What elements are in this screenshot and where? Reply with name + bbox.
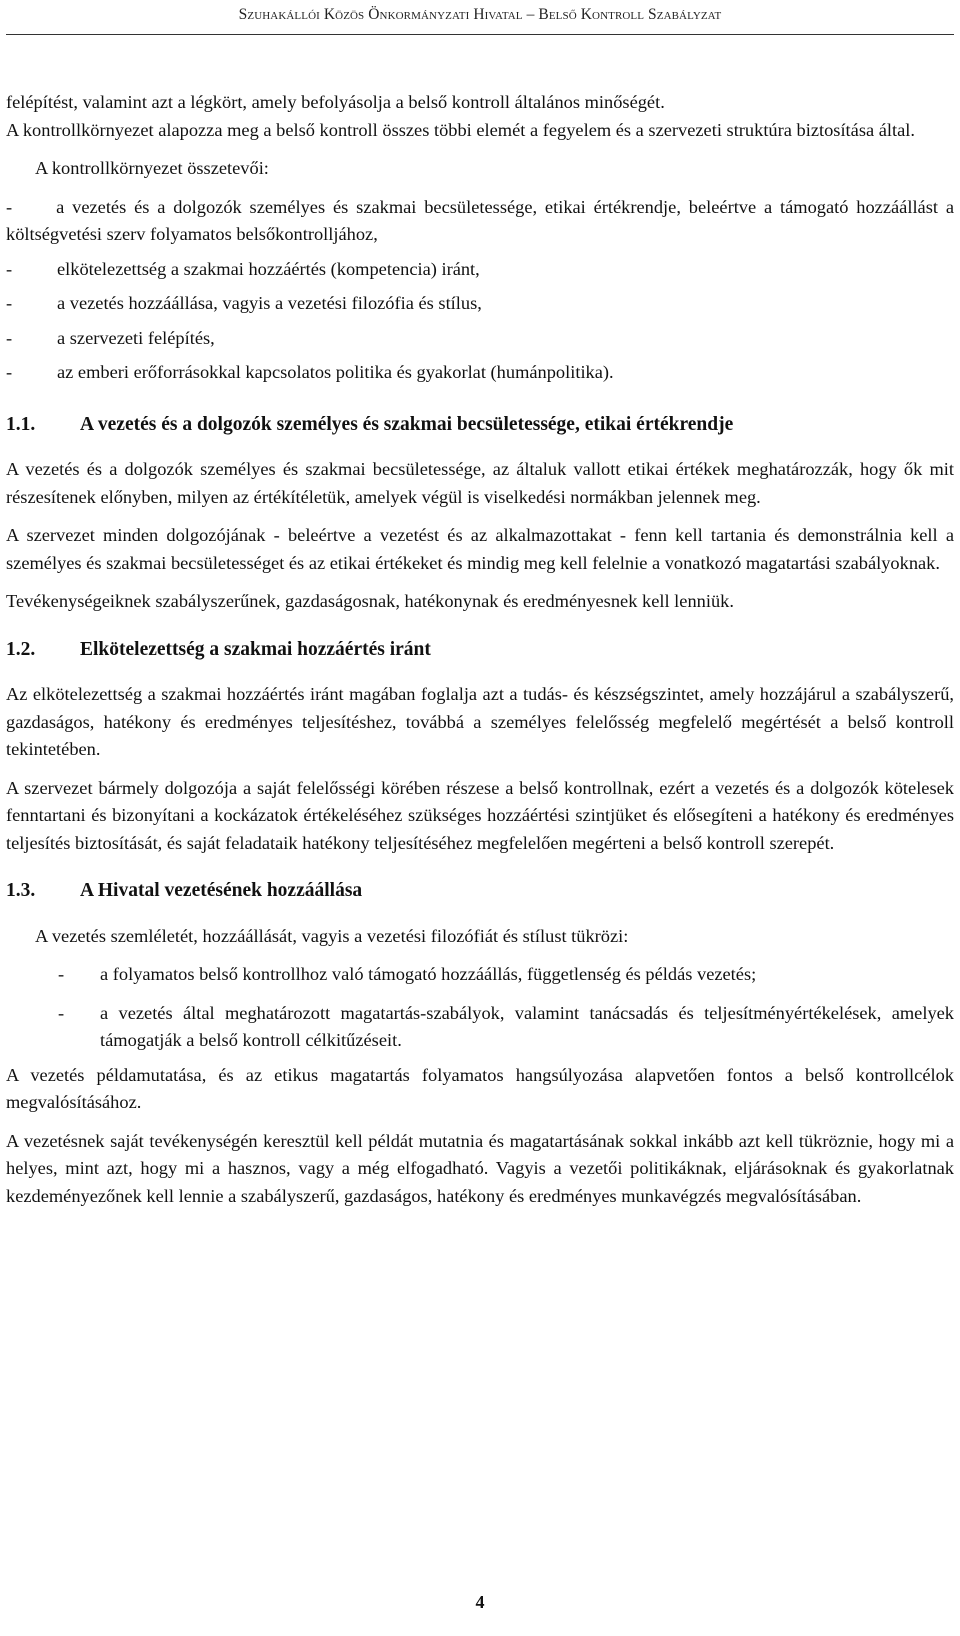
list-item-text: elkötelezettség a szakmai hozzáértés (kompetencia) iránt, xyxy=(57,258,480,279)
list-item-text: a vezetés és a dolgozók személyes és szakmai becsületessége, etikai értékrendje, beleértve a támogató hozzáállást a költségvetési szerv folyamatos belsőkontrolljához, xyxy=(6,196,954,244)
intro-lead: A kontrollkörnyezet összetevői: xyxy=(35,158,269,178)
list-item-text: a vezetés által meghatározott magatartás-szabályok, valamint tanácsadás és teljesítményértékelések, amelyek támogatják a belső kontroll célkitűzéseit. xyxy=(100,1002,954,1050)
component-list xyxy=(6,194,954,387)
list-item-text: a szervezeti felépítés, xyxy=(57,327,215,348)
list-item xyxy=(6,1000,954,1055)
section-1-1-paragraph-1: A vezetés és a dolgozók személyes és szakmai becsületessége, az általuk vallott etikai értékek meghatározzák, hogy ők mit részesítenek előnyben, milyen az értékítéletük, amelyek végül is viselkedési normákban jelennek meg. xyxy=(6,459,954,507)
list-item xyxy=(6,961,954,989)
section-title: A Hivatal vezetésének hozzáállása xyxy=(80,880,363,901)
running-header: Szuhakállói Közös Önkormányzati Hivatal – Belső Kontroll Szabályzat xyxy=(238,6,722,23)
list-item xyxy=(6,325,954,353)
section-1-2-paragraph-2: A szervezet bármely dolgozója a saját felelősségi körében részese a belső kontrollnak, ezért a vezetés és a dolgozók kötelesek fenntartani és bizonyítani a kockázatok értékeléséhez szükséges hozzáértési szintjüket és elősegíteni a hatékony és eredményes teljesítés biztosítását, és saját feladataik hatékony teljesítéséhez megfelelően megérteni a belső kontroll szerepét. xyxy=(6,777,954,853)
intro-paragraph-1: felépítést, valamint azt a légkört, amely befolyásolja a belső kontroll általános minőségét. xyxy=(6,92,665,112)
section-number: 1.1. xyxy=(6,413,36,435)
list-item-text: a vezetés hozzáállása, vagyis a vezetési filozófia és stílus, xyxy=(57,293,482,313)
section-title: Elkötelezettség a szakmai hozzáértés iránt xyxy=(80,638,431,660)
section-1-3-lead: A vezetés szemléletét, hozzáállását, vagyis a vezetési filozófiát és stílust tükrözi: xyxy=(35,925,629,946)
section-1-1-paragraph-3: Tevékenységeiknek szabályszerűnek, gazdaságosnak, hatékonynak és eredményesnek kell lenniük. xyxy=(6,591,734,611)
list-item xyxy=(6,256,954,284)
intro-paragraph-2: A kontrollkörnyezet alapozza meg a belső kontroll összes többi elemét a fegyelem és a szervezeti struktúra biztosítása által. xyxy=(6,119,915,140)
list-dash: - xyxy=(6,327,13,348)
list-dash: - xyxy=(58,1002,65,1023)
attitude-list xyxy=(6,961,954,1055)
section-1-1-paragraph-2: A szervezet minden dolgozójának - beleértve a vezetést és az alkalmazottakat - fenn kell tartania és demonstrálnia kell a személyes és szakmai becsületességet és az etikai értékeket és mindig meg kell felelnie a vonatkozó magatartási szabályoknak. xyxy=(6,525,954,573)
list-item xyxy=(6,359,954,387)
list-item xyxy=(6,290,954,318)
list-dash: - xyxy=(6,293,13,313)
list-dash: - xyxy=(6,258,13,279)
section-number: 1.2. xyxy=(6,638,36,660)
header-divider xyxy=(6,34,954,35)
section-heading-1-1 xyxy=(6,411,954,439)
list-item-text: az emberi erőforrásokkal kapcsolatos politika és gyakorlat (humánpolitika). xyxy=(57,362,614,382)
section-number: 1.3. xyxy=(6,880,36,901)
section-heading-1-3 xyxy=(6,877,954,905)
document-body xyxy=(6,89,954,1210)
section-1-3-paragraph-1: A vezetés példamutatása, és az etikus magatartás folyamatos hangsúlyozása alapvetően fontos a belső kontrollcélok megvalósításához. xyxy=(6,1064,954,1112)
list-item xyxy=(6,194,954,249)
list-item-text: a folyamatos belső kontrollhoz való támogató hozzáállás, függetlenség és példás vezetés; xyxy=(100,964,757,984)
section-1-2-paragraph-1: Az elkötelezettség a szakmai hozzáértés iránt magában foglalja azt a tudás- és készségszintet, amely hozzájárul a szabályszerű, gazdaságos, hatékony és eredményes teljesítéshez, továbbá a személyes felelősség megfelelő megértését a belső kontroll tekintetében. xyxy=(6,684,954,759)
list-dash: - xyxy=(6,196,13,217)
section-1-3-paragraph-2: A vezetésnek saját tevékenységén keresztül kell példát mutatnia és magatartásának sokkal inkább azt kell tükröznie, hogy mi a helyes, mint azt, hogy mi a hasznos, vagy a még elfogadható. Vagyis a vezetői politikáknak, eljárásoknak és gyakorlatnak kezdeményezőnek kell lennie a szabályszerű, gazdaságos, hatékony és eredményes munkavégzés megvalósításában. xyxy=(6,1130,954,1206)
list-dash: - xyxy=(58,964,65,984)
section-title: A vezetés és a dolgozók személyes és szakmai becsületessége, etikai értékrendje xyxy=(80,413,734,435)
page-number: 4 xyxy=(475,1592,485,1612)
section-heading-1-2 xyxy=(6,636,954,664)
list-dash: - xyxy=(6,362,13,382)
